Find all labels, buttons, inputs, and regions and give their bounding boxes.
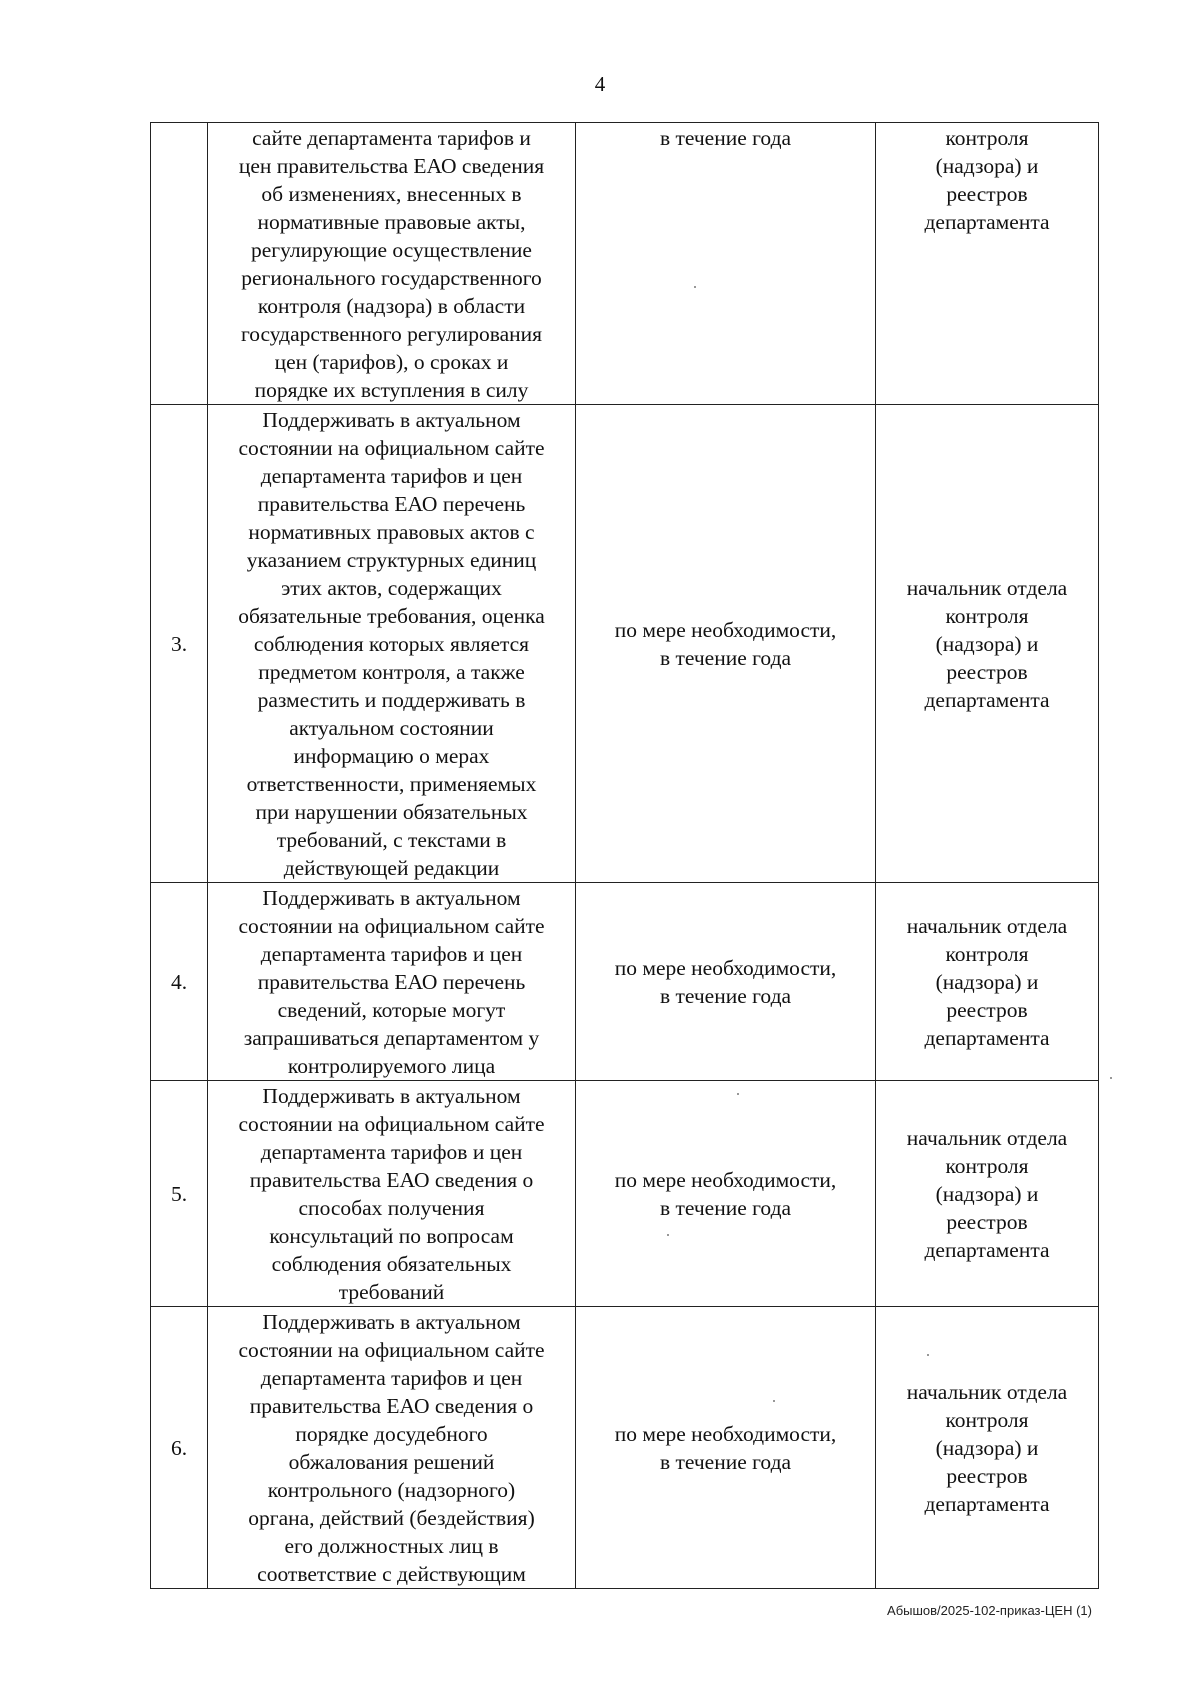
row-number-cell — [151, 405, 208, 883]
responsible-cell — [876, 1307, 1099, 1589]
measure-responsible: начальник отдела контроля (надзора) и реестров департамента — [906, 575, 1068, 712]
page-number: 4 — [594, 72, 606, 96]
row-number-cell — [151, 1081, 208, 1307]
measure-period: по мере необходимости, в течение года — [614, 617, 837, 670]
scan-speck — [927, 1354, 929, 1356]
row-number-cell — [151, 123, 208, 405]
measure-responsible: начальник отдела контроля (надзора) и реестров департамента — [906, 913, 1068, 1050]
measure-description-cell — [208, 123, 576, 405]
row-number-cell — [151, 883, 208, 1081]
measure-description-cell — [208, 1081, 576, 1307]
period-cell — [576, 405, 876, 883]
scan-speck — [773, 1400, 775, 1402]
scan-speck — [737, 1093, 739, 1095]
period-cell — [576, 1307, 876, 1589]
table-row — [151, 883, 1099, 1081]
measure-description: сайте департамента тарифов и цен правительства ЕАО сведения об изменениях, внесенных в нормативные правовые акты, регулирующие осуществление регионального государственного контроля (надзора) в области государственного регулирования цен (тарифов), о сроках и порядке их вступления в силу — [238, 126, 545, 402]
measure-description-cell — [208, 405, 576, 883]
measure-responsible: начальник отдела контроля (надзора) и реестров департамента — [906, 1125, 1068, 1262]
measure-period: по мере необходимости, в течение года — [614, 1421, 837, 1474]
measure-period: по мере необходимости, в течение года — [614, 1167, 837, 1220]
period-cell — [576, 1081, 876, 1307]
responsible-cell — [876, 883, 1099, 1081]
measure-period: в течение года — [659, 126, 792, 150]
period-cell — [576, 883, 876, 1081]
measure-responsible: начальник отдела контроля (надзора) и реестров департамента — [906, 1379, 1068, 1516]
measure-period: по мере необходимости, в течение года — [614, 955, 837, 1008]
row-number: 3. — [170, 631, 188, 656]
table-row — [151, 123, 1099, 405]
measure-description: Поддерживать в актуальном состоянии на официальном сайте департамента тарифов и цен правительства ЕАО сведения о порядке досудебного обжалования решений контрольного (надзорного) органа, действий (бездействия) его должностных лиц в соответствие с действующим — [238, 1310, 545, 1586]
row-number: 4. — [170, 969, 188, 994]
document-reference-footer: Абышов/2025-102-приказ-ЦЕН (1) — [887, 1603, 1092, 1618]
measure-responsible: контроля (надзора) и реестров департамента — [924, 126, 1050, 234]
scan-speck — [667, 1234, 669, 1236]
responsible-cell — [876, 1081, 1099, 1307]
row-number: 5. — [170, 1181, 188, 1206]
table-row — [151, 405, 1099, 883]
measures-table — [150, 122, 1099, 1589]
responsible-cell — [876, 123, 1099, 405]
measure-description: Поддерживать в актуальном состоянии на официальном сайте департамента тарифов и цен правительства ЕАО перечень нормативных правовых актов с указанием структурных единиц этих актов, содержащих обязательные требования, оценка соблюдения которых является предметом контроля, а также разместить и поддерживать в актуальном состоянии информацию о мерах ответственности, применяемых при нарушении обязательных требований, с текстами в действующей редакции — [238, 408, 545, 880]
row-number-cell — [151, 1307, 208, 1589]
measure-description: Поддерживать в актуальном состоянии на официальном сайте департамента тарифов и цен правительства ЕАО сведения о способах получения консультаций по вопросам соблюдения обязательных требований — [238, 1084, 545, 1304]
table-row — [151, 1307, 1099, 1589]
responsible-cell — [876, 405, 1099, 883]
scan-speck — [694, 286, 696, 288]
table-row — [151, 1081, 1099, 1307]
row-number: 6. — [170, 1435, 188, 1460]
measure-description-cell — [208, 883, 576, 1081]
measure-description: Поддерживать в актуальном состоянии на официальном сайте департамента тарифов и цен правительства ЕАО перечень сведений, которые могут запрашиваться департаментом у контролируемого лица — [238, 886, 545, 1078]
measure-description-cell — [208, 1307, 576, 1589]
period-cell — [576, 123, 876, 405]
scan-speck — [1110, 1077, 1112, 1079]
